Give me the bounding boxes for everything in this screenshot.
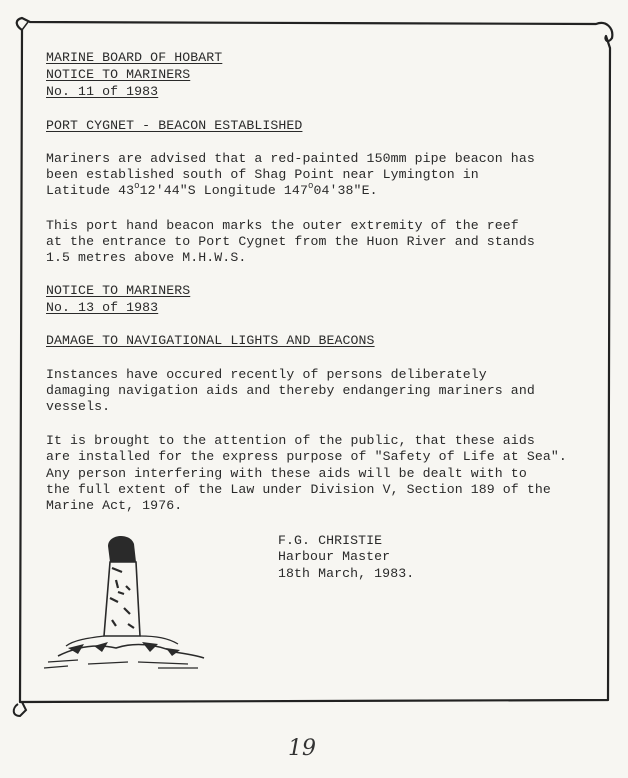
notice2-p2-line4: the full extent of the Law under Division V, Section 189 of the xyxy=(46,482,551,497)
degree-mark: o xyxy=(307,181,314,191)
longitude-value: 04'38"E. xyxy=(313,183,378,198)
notice2-heading: DAMAGE TO NAVIGATIONAL LIGHTS AND BEACONS xyxy=(46,333,375,348)
notice1-p1-line1: Mariners are advised that a red-painted 150mm pipe beacon has xyxy=(46,151,535,166)
latitude-label: Latitude 43 xyxy=(46,183,135,198)
notice1-p2-line1: This port hand beacon marks the outer extremity of the reef xyxy=(46,218,519,233)
notice-number-1: No. 11 of 1983 xyxy=(46,84,159,99)
notice2-p2-line2: are installed for the express purpose of "Safety of Life at Sea". xyxy=(46,449,567,464)
notice2-p1-line1: Instances have occured recently of persons deliberately xyxy=(46,367,487,382)
notice2-p1-line2: damaging navigation aids and thereby endangering mariners and xyxy=(46,383,535,398)
board-name: MARINE BOARD OF HOBART xyxy=(46,50,223,65)
notice2-p1-line3: vessels. xyxy=(46,399,111,414)
signatory-title: Harbour Master xyxy=(278,549,391,564)
degree-mark: o xyxy=(134,181,140,191)
notice1-heading: PORT CYGNET - BEACON ESTABLISHED xyxy=(46,118,303,133)
latitude-value: 12'44"S Longitude 147 xyxy=(139,183,308,198)
notice1-p1-line2: been established south of Shag Point near Lymington in xyxy=(46,167,479,182)
notice-label-2: NOTICE TO MARINERS xyxy=(46,283,191,298)
notice-number-2: No. 13 of 1983 xyxy=(46,300,159,315)
signatory-name: F.G. CHRISTIE xyxy=(278,533,383,548)
page-number: 19 xyxy=(288,736,316,761)
notice2-p2-line3: Any person interfering with these aids will be dealt with to xyxy=(46,466,527,481)
notice1-p2-line3: 1.5 metres above M.H.W.S. xyxy=(46,250,247,265)
notice2-p2-line5: Marine Act, 1976. xyxy=(46,498,183,513)
beacon-illustration xyxy=(38,528,208,678)
notice1-p2-line2: at the entrance to Port Cygnet from the Huon River and stands xyxy=(46,234,535,249)
signature-date: 18th March, 1983. xyxy=(278,566,415,581)
notice2-p2-line1: It is brought to the attention of the public, that these aids xyxy=(46,433,535,448)
notice-label-1: NOTICE TO MARINERS xyxy=(46,67,191,82)
notice1-coordinates xyxy=(46,183,378,201)
